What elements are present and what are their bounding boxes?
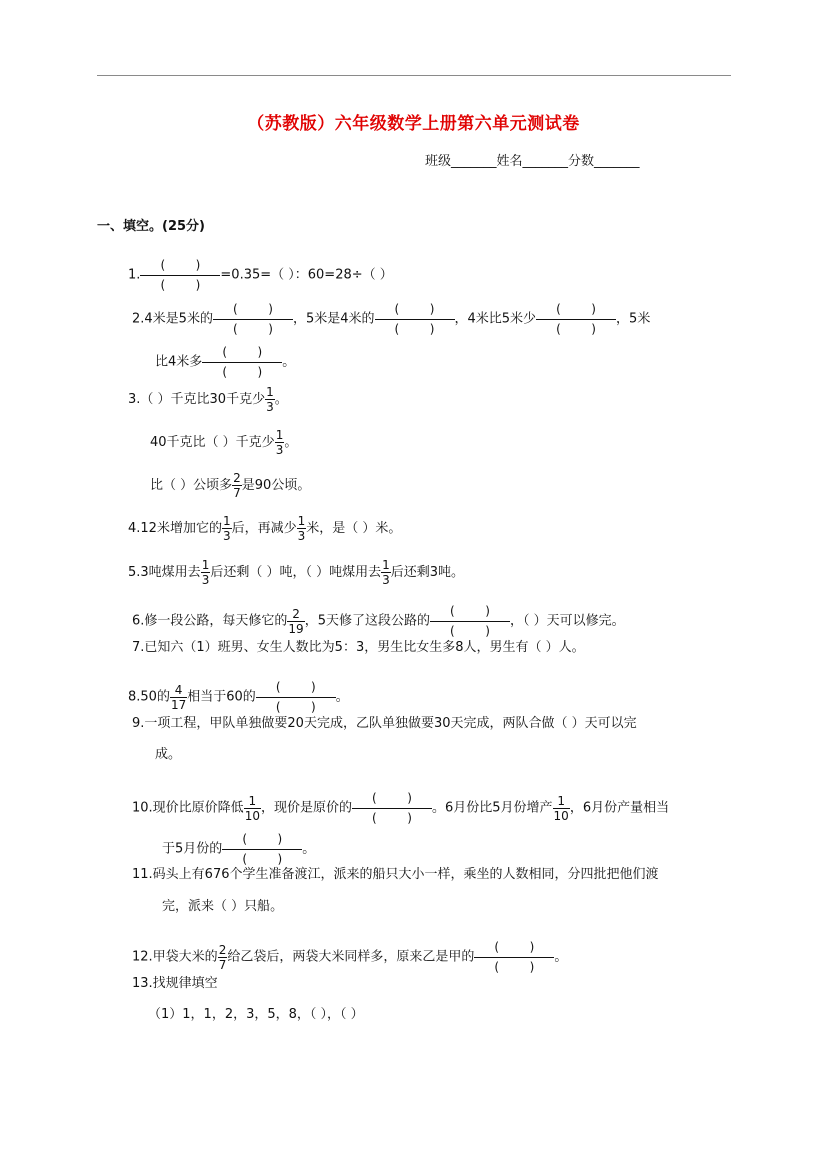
answer-fraction-blank[interactable]: ( ) ( ): [474, 938, 554, 976]
question-11: 11.码头上有676个学生准备渡江，派来的船只大小一样，乘坐的人数相同，分四批把他们渡: [132, 867, 659, 882]
header-rule: [97, 75, 731, 76]
fraction-two-nineteenths: $\frac{2}{19}$: [288, 606, 304, 636]
question-13: 13.找规律填空: [132, 976, 218, 991]
question-8: 8.50的 $\frac{4}{17}$ 相当于60的 ( ) ( ) 。: [128, 680, 349, 714]
question-4: 4.12米增加它的 $\frac{1}{3}$ 后，再减少 $\frac{1}{3}$ 米，是（ ）米。: [128, 514, 402, 543]
answer-fraction-blank[interactable]: ( ) ( ): [140, 256, 220, 294]
page-title: （苏教版）六年级数学上册第六单元测试卷: [247, 114, 580, 134]
question-2-cont: 比4米多 ( ) ( ) 。: [155, 345, 296, 379]
fraction-two-sevenths: $\frac{2}{7}$: [218, 942, 227, 972]
fraction-one-third: $\frac{1}{3}$: [266, 385, 274, 414]
student-info-line: 班级_______姓名_______分数_______: [425, 154, 640, 169]
answer-fraction-blank[interactable]: ( ) ( ): [430, 602, 510, 640]
question-3-line-3: 比（ ）公顷多 $\frac{2}{7}$ 是90公顷。: [150, 471, 311, 500]
question-3-line-2: 40千克比（ ）千克少 $\frac{1}{3}$ 。: [150, 428, 298, 457]
fraction-one-third: $\frac{1}{3}$: [201, 558, 210, 587]
section-heading: 一、填空。(25分): [97, 219, 205, 234]
question-6: 6.修一段公路，每天修它的 $\frac{2}{19}$ ，5天修了这段公路的 ( ) ( ) ，（ ）天可以修完。: [132, 604, 625, 638]
question-2: 2.4米是5米的 ( ) ( ) ，5米是4米的 ( ) ( ) ，4米比5米少 ( ) ( ) ，5米: [132, 302, 651, 336]
question-5: 5.3吨煤用去 $\frac{1}{3}$ 后还剩（ ）吨，（ ）吨煤用去 $\frac{1}{3}$ 后还剩3吨。: [128, 558, 465, 587]
fraction-one-tenth: $\frac{1}{10}$: [244, 793, 260, 823]
fraction-four-seventeenths: $\frac{4}{17}$: [170, 682, 187, 712]
answer-fraction-blank[interactable]: ( ) ( ): [352, 789, 432, 827]
answer-fraction-blank[interactable]: ( ) ( ): [202, 343, 282, 381]
answer-fraction-blank[interactable]: ( ) ( ): [375, 300, 455, 338]
fraction-one-third: $\frac{1}{3}$: [275, 428, 284, 457]
question-9: 9.一项工程，甲队单独做要20天完成，乙队单独做要30天完成，两队合做（ ）天可以完: [132, 716, 637, 731]
fraction-one-tenth: $\frac{1}{10}$: [553, 793, 569, 823]
question-9-cont: 成。: [155, 747, 182, 762]
fraction-two-sevenths: $\frac{2}{7}$: [233, 471, 241, 500]
question-11-cont: 完，派来（ ）只船。: [162, 899, 284, 914]
fraction-one-third: $\frac{1}{3}$: [382, 558, 390, 587]
question-1: 1. ( ) ( ) =0.35=（ ）：60=28÷（ ）: [128, 258, 393, 292]
question-12: 12.甲袋大米的 $\frac{2}{7}$ 给乙袋后，两袋大米同样多，原来乙是甲的 ( ) ( ) 。: [132, 940, 568, 974]
fraction-one-third: $\frac{1}{3}$: [222, 514, 231, 543]
answer-fraction-blank[interactable]: ( ) ( ): [213, 300, 293, 338]
question-13-part-1: （1）1，1，2，3，5，8，（ ），（ ）: [148, 1007, 364, 1022]
fraction-one-third: $\frac{1}{3}$: [297, 514, 306, 543]
answer-fraction-blank[interactable]: ( ) ( ): [256, 678, 336, 716]
question-7: 7.已知六（1）班男、女生人数比为5：3，男生比女生多8人，男生有（ ）人。: [132, 640, 585, 655]
question-10-cont: 于5月份的 ( ) ( ) 。: [162, 832, 316, 866]
question-3-line-1: 3.（ ）千克比30千克少 $\frac{1}{3}$ 。: [128, 385, 288, 414]
question-10: 10.现价比原价降低 $\frac{1}{10}$ ，现价是原价的 ( ) ( ) 。6月份比5月份增产 $\frac{1}{10}$ ，6月份产量相当: [132, 791, 670, 825]
answer-fraction-blank[interactable]: ( ) ( ): [222, 830, 302, 868]
answer-fraction-blank[interactable]: ( ) ( ): [536, 300, 616, 338]
